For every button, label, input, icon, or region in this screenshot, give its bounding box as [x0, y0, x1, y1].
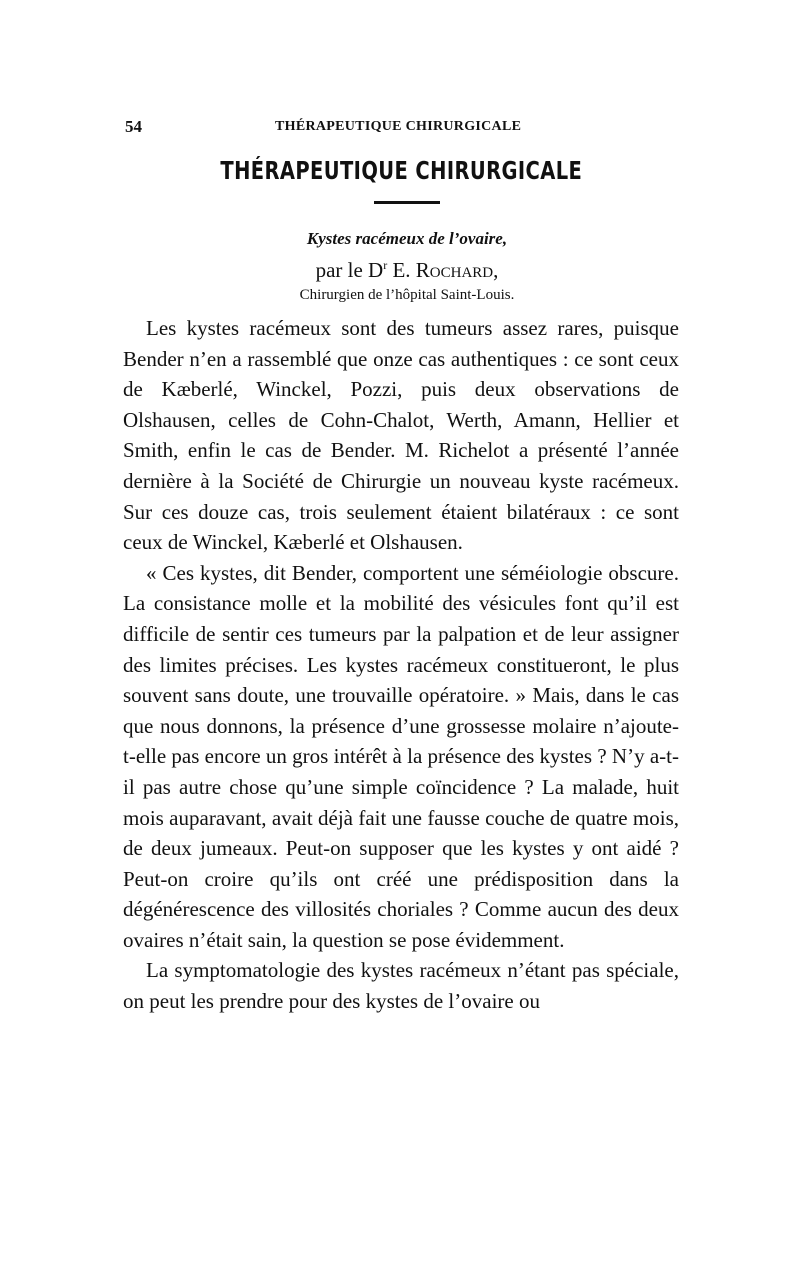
- paragraph: Les kystes racémeux sont des tumeurs assez rares, puisque Bender n’en a rassemblé que onze cas authentiques : ce sont ceux de Kæberlé, Winckel, Pozzi, puis deux observations de Olshausen, celles de Cohn-Chalot, Werth, Amann, Hellier et Smith, enfin le cas de Bender. M. Richelot a présenté l’année dernière à la Société de Chirurgie un nouveau kyste racémeux. Sur ces douze cas, trois seulement étaient bilatéraux : ce sont ceux de Winckel, Kæberlé et Olshausen.: [123, 316, 679, 555]
- byline-initial: E.: [387, 258, 416, 282]
- body-text: [123, 313, 679, 1017]
- paragraph: La symptomatologie des kystes racémeux n’étant pas spéciale, on peut les prendre pour des kystes de l’ovaire ou: [123, 958, 679, 1014]
- article-title: Kystes racémeux de l’ovaire,: [306, 229, 508, 248]
- paragraph: « Ces kystes, dit Bender, comportent une séméiologie obscure. La consistance molle et la mobilité des vésicules font qu’il est difficile de sentir ces tumeurs par la palpation et de leur assigner des limites précises. Les kystes racémeux constitueront, le plus souvent sans doute, une trouvaille opératoire. » Mais, dans le cas que nous donnons, la présence d’une grossesse molaire n’ajoute-t-elle pas encore un gros intérêt à la présence des kystes ? N’y a-t-il pas autre chose qu’une simple coïncidence ? La malade, huit mois auparavant, avait déjà fait une fausse couche de quatre mois, de deux jumeaux. Peut-on supposer que les kystes y ont aidé ? Peut-on croire qu’ils ont créé une prédisposition dans la dégénérescence des villosités choriales ? Comme aucun des deux ovaires n’était sain, la question se pose évidemment.: [123, 560, 679, 952]
- author-name: Rochard,: [415, 258, 499, 282]
- title-rule: [374, 201, 440, 204]
- page-number: 54: [125, 117, 142, 136]
- section-title: THÉRAPEUTIQUE CHIRURGICALE: [220, 156, 583, 185]
- author-affiliation: Chirurgien de l’hôpital Saint-Louis.: [299, 287, 515, 303]
- running-head: THÉRAPEUTIQUE CHIRURGICALE: [275, 119, 522, 134]
- byline-prefix: par le D: [315, 258, 384, 282]
- byline: [0, 258, 800, 283]
- byline-superscript: r: [383, 258, 388, 272]
